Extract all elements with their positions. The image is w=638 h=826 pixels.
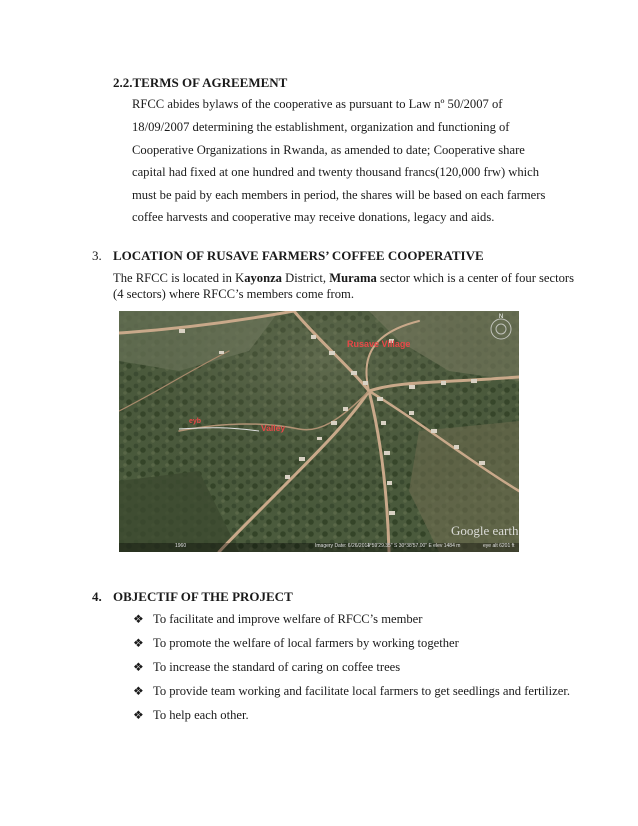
terms-line-5: must be paid by each members in period, the shares will be based on each farmers <box>132 188 546 202</box>
location-text-b: District, <box>281 271 330 285</box>
section-4-heading: OBJECTIF OF THE PROJECT <box>113 589 293 604</box>
location-text-a: The RFCC is located in K <box>113 271 245 285</box>
section-3-heading: LOCATION OF RUSAVE FARMERS’ COFFEE COOPERATIVE <box>113 248 484 263</box>
terms-line-4: capital had fixed at one hundred and twenty thousand francs(120,000 frw) which <box>132 165 540 179</box>
objective-item-2 <box>133 636 459 651</box>
diamond-bullet-icon: ❖ <box>133 684 144 698</box>
map-footer-imagery-date: Imagery Date: 6/26/2014 <box>315 543 371 549</box>
diamond-bullet-icon: ❖ <box>133 708 144 722</box>
diamond-bullet-icon: ❖ <box>133 660 144 674</box>
objective-item-1 <box>133 612 422 627</box>
kayonza-bold: ayonza <box>244 271 282 285</box>
terms-line-3: Cooperative Organizations in Rwanda, as amended to date; Cooperative share <box>132 143 525 157</box>
section-3-number: 3. <box>92 248 102 263</box>
map-label-valley: Valley <box>261 423 286 433</box>
objective-item-3 <box>133 660 400 675</box>
satellite-map-image <box>119 311 519 552</box>
map-label-river: eyb <box>189 418 202 425</box>
objective-item-4 <box>133 684 570 699</box>
objective-text-3: To increase the standard of caring on coffee trees <box>153 660 401 674</box>
location-text-c: sector which is a center of four sectors <box>376 271 575 285</box>
map-label-village: Rusave Village <box>347 339 411 349</box>
map-footer-coordinates: 1°59'29.35" S 30°38'57.00" E elev 1484 m <box>367 543 461 549</box>
terms-line-2: 18/09/2007 determining the establishment, organization and functioning of <box>132 120 510 134</box>
murama-bold: Murama <box>329 271 377 285</box>
diamond-bullet-icon: ❖ <box>133 612 144 626</box>
map-footer-eye-alt: eye alt 6201 ft <box>483 543 515 549</box>
objective-text-5: To help each other. <box>153 708 249 722</box>
section-2-2-heading: 2.2.TERMS OF AGREEMENT <box>113 75 288 90</box>
map-footer-year: 1960 <box>175 543 187 549</box>
diamond-bullet-icon: ❖ <box>133 636 144 650</box>
terms-line-1: RFCC abides bylaws of the cooperative as pursuant to Law nº 50/2007 of <box>132 97 503 111</box>
objective-text-1: To facilitate and improve welfare of RFCC’s member <box>153 612 423 626</box>
objective-text-4: To provide team working and facilitate local farmers to get seedlings and fertilizer. <box>153 684 571 698</box>
svg-text:N: N <box>498 314 504 320</box>
objective-text-2: To promote the welfare of local farmers by working together <box>153 636 459 650</box>
google-earth-watermark: Google earth <box>451 523 519 538</box>
location-line-2: (4 sectors) where RFCC’s members come from. <box>113 287 354 301</box>
objective-item-5 <box>133 708 249 723</box>
section-4-number: 4. <box>92 589 102 604</box>
location-line-1 <box>113 271 574 286</box>
terms-line-6: coffee harvests and cooperative may receive donations, legacy and aids. <box>132 210 495 224</box>
